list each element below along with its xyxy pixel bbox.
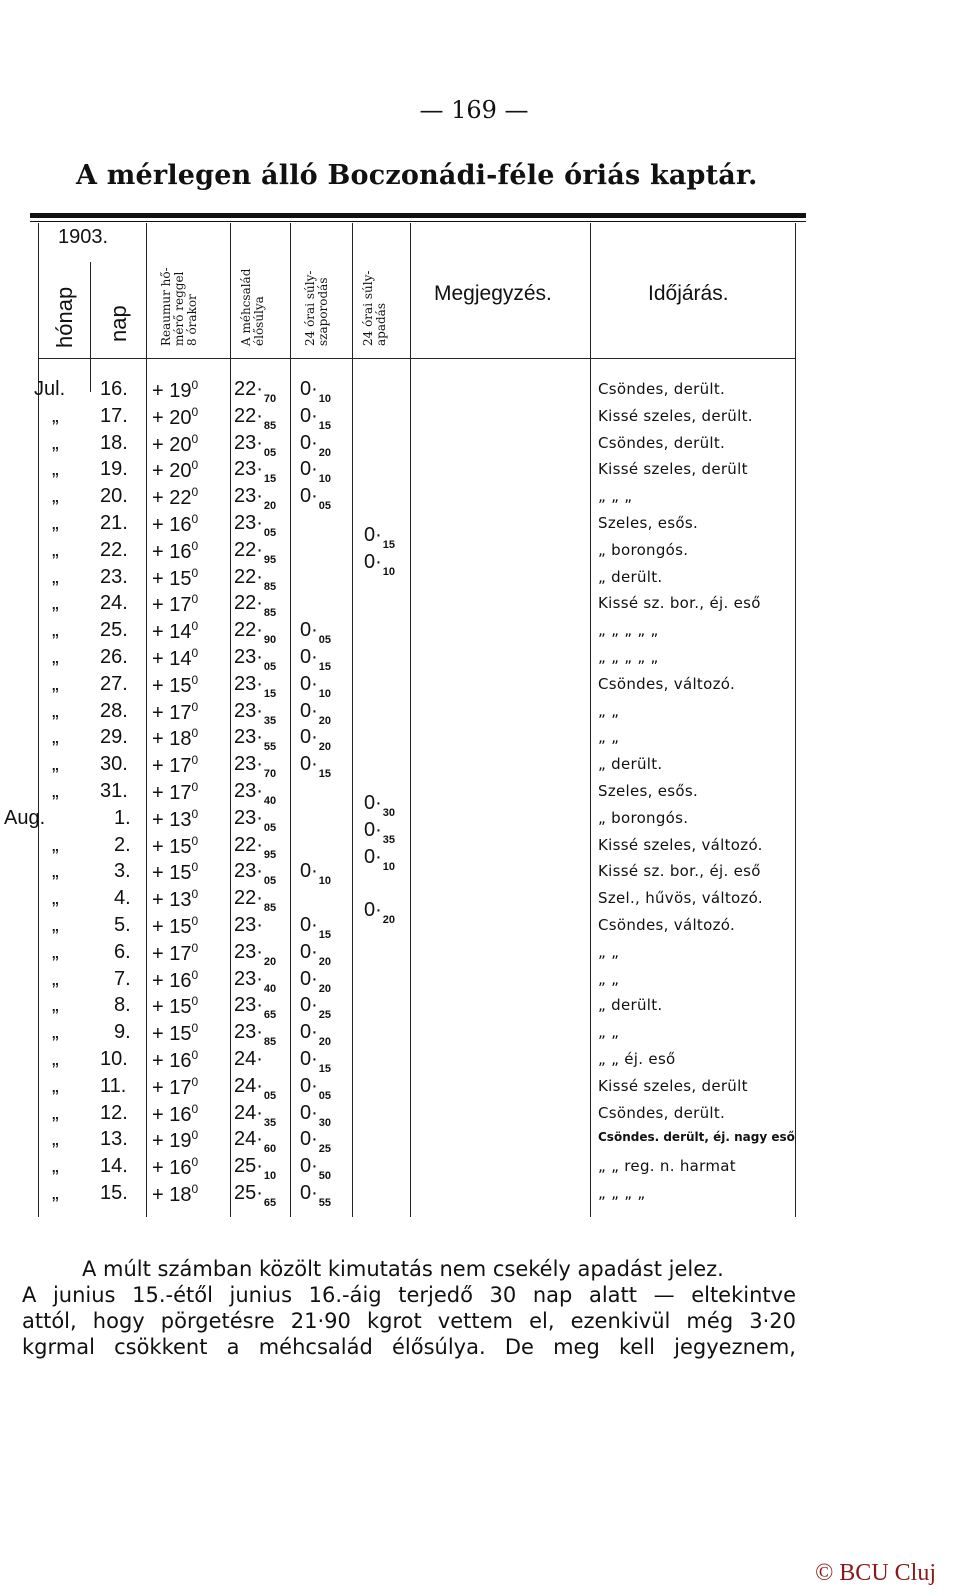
day-cell: 16. bbox=[100, 378, 128, 400]
day-cell: 31. bbox=[100, 780, 128, 802]
day-cell: 22. bbox=[100, 538, 128, 561]
temperature-cell: + $17^0$ bbox=[152, 1074, 199, 1099]
day-cell: 5. bbox=[114, 914, 131, 936]
weather-cell: „ derült. bbox=[598, 755, 663, 774]
day-cell: 12. bbox=[100, 1101, 128, 1124]
weather-cell: „ „ „ „ bbox=[598, 1184, 646, 1202]
month-cell: „ bbox=[52, 538, 59, 561]
paragraph-line: attól, hogy pörgetésre 21·90 kgrot vettem el, ezenkivül még 3·20 bbox=[22, 1309, 796, 1333]
month-cell: „ bbox=[52, 726, 59, 749]
loss-cell: $0\cdot_{10}$ bbox=[364, 550, 396, 578]
temperature-cell: + $17^0$ bbox=[152, 780, 199, 804]
weight-cell: $22\cdot_{90}$ bbox=[234, 619, 277, 647]
gain-cell: $0\cdot_{05}$ bbox=[300, 1074, 332, 1102]
gain-cell: $0\cdot_{20}$ bbox=[300, 940, 332, 968]
weather-cell: Kissé sz. bor., éj. eső bbox=[598, 862, 761, 881]
temperature-cell: + $15^0$ bbox=[152, 1021, 199, 1046]
col-line bbox=[230, 223, 231, 1217]
col-line bbox=[290, 223, 291, 1217]
temperature-cell: + $20^0$ bbox=[152, 458, 199, 483]
temperature-cell: + $16^0$ bbox=[152, 1048, 199, 1072]
temperature-cell: + $17^0$ bbox=[152, 940, 199, 965]
col-line bbox=[795, 223, 796, 1217]
weather-cell: Kissé szeles, derült bbox=[598, 460, 748, 479]
gain-cell: $0\cdot_{25}$ bbox=[300, 994, 332, 1022]
month-cell: „ bbox=[52, 404, 59, 427]
month-cell: „ bbox=[52, 887, 59, 910]
month-cell: „ bbox=[52, 565, 59, 588]
weather-cell: Szeles, esős. bbox=[598, 514, 699, 532]
day-cell: 2. bbox=[114, 833, 131, 856]
weather-cell: „ „ bbox=[598, 1023, 620, 1042]
temperature-cell: + $17^0$ bbox=[152, 699, 199, 724]
weight-cell: $24\cdot_{60}$ bbox=[234, 1128, 277, 1156]
day-cell: 9. bbox=[114, 1021, 131, 1044]
day-cell: 26. bbox=[100, 646, 128, 668]
gain-cell: $0\cdot_{15}$ bbox=[300, 1048, 332, 1075]
weight-cell: 23· bbox=[234, 914, 263, 936]
day-cell: 6. bbox=[114, 940, 131, 963]
month-cell: „ bbox=[52, 1128, 59, 1151]
paragraph-line: A múlt számban közölt kimutatás nem csekély apadást jelez. bbox=[82, 1257, 724, 1281]
temperature-cell: + $16^0$ bbox=[152, 1155, 199, 1180]
gain-cell: $0\cdot_{10}$ bbox=[300, 860, 332, 888]
gain-cell: $0\cdot_{10}$ bbox=[300, 378, 332, 405]
day-cell: 27. bbox=[100, 672, 128, 695]
temperature-cell: + $14^0$ bbox=[152, 646, 199, 670]
weight-cell: $23\cdot_{05}$ bbox=[234, 806, 277, 834]
day-cell: 29. bbox=[100, 726, 128, 749]
day-cell: 30. bbox=[100, 753, 128, 776]
col-line bbox=[146, 223, 147, 1217]
loss-cell: $0\cdot_{10}$ bbox=[364, 845, 396, 873]
month-cell: „ bbox=[52, 431, 59, 454]
weather-cell: „ „ bbox=[598, 701, 620, 720]
temperature-cell: + $16^0$ bbox=[152, 1101, 199, 1126]
weight-cell: $22\cdot_{70}$ bbox=[234, 378, 277, 405]
paragraph-line: kgrmal csökkent a méhcsalád élősúlya. De meg kell jegyeznem, bbox=[22, 1335, 796, 1359]
weight-cell: $23\cdot_{85}$ bbox=[234, 1021, 277, 1049]
weather-cell: „ „ bbox=[598, 728, 620, 747]
weight-cell: $22\cdot_{85}$ bbox=[234, 404, 277, 432]
header-temperature: Reaumur hő- mérő reggel 8 órakor bbox=[159, 267, 199, 346]
temperature-cell: + $15^0$ bbox=[152, 994, 199, 1019]
temperature-cell: + $20^0$ bbox=[152, 404, 199, 429]
paragraph-line: A junius 15.-étől junius 16.-áig terjedő 30 nap alatt — eltekintve bbox=[22, 1283, 796, 1307]
page-title: A mérlegen álló Boczonádi-féle óriás kaptár. bbox=[76, 160, 758, 191]
month-cell: „ bbox=[52, 753, 59, 776]
year-label: 1903. bbox=[58, 226, 109, 248]
weight-cell: $23\cdot_{15}$ bbox=[234, 458, 277, 486]
temperature-cell: + $22^0$ bbox=[152, 485, 199, 510]
day-cell: 3. bbox=[114, 860, 131, 883]
day-cell: 4. bbox=[114, 887, 131, 910]
month-cell: „ bbox=[52, 1155, 59, 1178]
header-notes: Megjegyzés. bbox=[434, 282, 552, 305]
month-cell: „ bbox=[52, 512, 59, 534]
weather-cell: Szel., hűvös, változó. bbox=[598, 889, 763, 908]
weather-cell: Csöndes, változó. bbox=[598, 674, 736, 693]
gain-cell: $0\cdot_{15}$ bbox=[300, 753, 332, 781]
header-gain: 24 órai súly- szaporodás bbox=[303, 270, 330, 346]
weight-cell: $23\cdot_{40}$ bbox=[234, 967, 277, 995]
day-cell: 1. bbox=[114, 806, 131, 829]
loss-cell: $0\cdot_{20}$ bbox=[364, 899, 396, 927]
gain-cell: $0\cdot_{15}$ bbox=[300, 404, 332, 432]
weather-cell: Csöndes, derült. bbox=[598, 433, 726, 452]
day-cell: 23. bbox=[100, 565, 128, 588]
month-cell: „ bbox=[52, 860, 59, 883]
col-line bbox=[352, 223, 353, 1217]
day-cell: 17. bbox=[100, 404, 128, 427]
weather-cell: „ borongós. bbox=[598, 540, 689, 559]
loss-cell: $0\cdot_{15}$ bbox=[364, 524, 396, 551]
weight-cell: $25\cdot_{65}$ bbox=[234, 1182, 277, 1209]
col-line bbox=[90, 262, 91, 392]
weather-cell: „ borongós. bbox=[598, 808, 689, 827]
gain-cell: $0\cdot_{20}$ bbox=[300, 1021, 332, 1049]
weight-cell: $24\cdot_{05}$ bbox=[234, 1074, 277, 1102]
temperature-cell: + $15^0$ bbox=[152, 914, 199, 938]
weather-cell: „ derült. bbox=[598, 567, 663, 586]
header-rule bbox=[38, 358, 795, 359]
weight-cell: $23\cdot_{05}$ bbox=[234, 860, 277, 888]
loss-cell: $0\cdot_{30}$ bbox=[364, 792, 396, 819]
temperature-cell: + $14^0$ bbox=[152, 619, 199, 644]
weather-cell: Csöndes, derült. bbox=[598, 1103, 726, 1122]
weather-cell: „ „ „ bbox=[598, 487, 633, 506]
temperature-cell: + $19^0$ bbox=[152, 1128, 199, 1153]
day-cell: 24. bbox=[100, 592, 128, 615]
weight-cell: $23\cdot_{05}$ bbox=[234, 512, 277, 539]
day-cell: 13. bbox=[100, 1128, 128, 1151]
weight-cell: $23\cdot_{15}$ bbox=[234, 672, 277, 700]
header-weather: Időjárás. bbox=[648, 282, 729, 305]
temperature-cell: + $17^0$ bbox=[152, 753, 199, 778]
weight-cell: $23\cdot_{40}$ bbox=[234, 780, 277, 807]
day-cell: 7. bbox=[114, 967, 131, 990]
month-cell: „ bbox=[52, 619, 59, 642]
gain-cell: $0\cdot_{20}$ bbox=[300, 967, 332, 995]
gain-cell: $0\cdot_{55}$ bbox=[300, 1182, 332, 1209]
header-weight: A méhcsalád élősúlya bbox=[239, 268, 266, 346]
month-cell: Aug. bbox=[4, 806, 46, 829]
month-cell: „ bbox=[52, 458, 59, 481]
temperature-cell: + $18^0$ bbox=[152, 726, 199, 751]
day-cell: 15. bbox=[100, 1182, 128, 1204]
weather-cell: Csöndes, derült. bbox=[598, 380, 726, 398]
temperature-cell: + $15^0$ bbox=[152, 860, 199, 885]
month-cell: „ bbox=[52, 780, 59, 802]
gain-cell: $0\cdot_{05}$ bbox=[300, 619, 332, 647]
temperature-cell: + $19^0$ bbox=[152, 378, 199, 402]
gain-cell: $0\cdot_{20}$ bbox=[300, 726, 332, 754]
temperature-cell: + $16^0$ bbox=[152, 538, 199, 563]
temperature-cell: + $15^0$ bbox=[152, 565, 199, 590]
gain-cell: $0\cdot_{05}$ bbox=[300, 485, 332, 513]
temperature-cell: + $16^0$ bbox=[152, 512, 199, 536]
weather-cell: „ „ éj. eső bbox=[598, 1050, 676, 1068]
gain-cell: $0\cdot_{20}$ bbox=[300, 699, 332, 727]
month-cell: Jul. bbox=[34, 378, 66, 400]
table-top-rule bbox=[30, 213, 806, 218]
day-cell: 18. bbox=[100, 431, 128, 454]
month-cell: „ bbox=[52, 672, 59, 695]
temperature-cell: + $15^0$ bbox=[152, 672, 199, 697]
weather-cell: Kissé szeles, derült bbox=[598, 1076, 748, 1095]
day-cell: 19. bbox=[100, 458, 128, 481]
weather-cell: „ „ bbox=[598, 969, 620, 988]
weight-cell: 24· bbox=[234, 1048, 263, 1070]
day-cell: 25. bbox=[100, 619, 128, 642]
weather-cell: Csöndes. derült, éj. nagy eső bbox=[598, 1130, 795, 1145]
month-cell: „ bbox=[52, 592, 59, 615]
temperature-cell: + $16^0$ bbox=[152, 967, 199, 992]
weight-cell: $22\cdot_{95}$ bbox=[234, 538, 277, 566]
gain-cell: $0\cdot_{30}$ bbox=[300, 1101, 332, 1129]
temperature-cell: + $20^0$ bbox=[152, 431, 199, 456]
weight-cell: $22\cdot_{85}$ bbox=[234, 565, 277, 593]
col-line bbox=[38, 223, 39, 1217]
temperature-cell: + $18^0$ bbox=[152, 1182, 199, 1206]
day-cell: 20. bbox=[100, 485, 128, 508]
copyright-watermark: © BCU Cluj bbox=[815, 1560, 936, 1586]
month-cell: „ bbox=[52, 1048, 59, 1070]
weight-cell: $22\cdot_{95}$ bbox=[234, 833, 277, 861]
gain-cell: $0\cdot_{25}$ bbox=[300, 1128, 332, 1156]
day-cell: 10. bbox=[100, 1048, 128, 1070]
col-line bbox=[410, 223, 411, 1217]
month-cell: „ bbox=[52, 1074, 59, 1097]
weight-cell: $23\cdot_{70}$ bbox=[234, 753, 277, 781]
weight-cell: $23\cdot_{35}$ bbox=[234, 699, 277, 727]
weather-cell: „ „ reg. n. harmat bbox=[598, 1157, 736, 1176]
gain-cell: $0\cdot_{10}$ bbox=[300, 458, 332, 486]
month-cell: „ bbox=[52, 699, 59, 722]
temperature-cell: + $15^0$ bbox=[152, 833, 199, 858]
weight-cell: $24\cdot_{35}$ bbox=[234, 1101, 277, 1129]
day-cell: 8. bbox=[114, 994, 131, 1017]
month-cell: „ bbox=[52, 1021, 59, 1044]
month-cell: „ bbox=[52, 914, 59, 936]
weather-cell: Csöndes, változó. bbox=[598, 916, 736, 934]
weight-cell: $23\cdot_{65}$ bbox=[234, 994, 277, 1022]
table-top-rule-thin bbox=[30, 221, 806, 222]
gain-cell: $0\cdot_{50}$ bbox=[300, 1155, 332, 1183]
gain-cell: $0\cdot_{15}$ bbox=[300, 646, 332, 673]
weight-cell: $23\cdot_{55}$ bbox=[234, 726, 277, 754]
weather-cell: Kissé sz. bor., éj. eső bbox=[598, 594, 761, 613]
month-cell: „ bbox=[52, 1101, 59, 1124]
month-cell: „ bbox=[52, 485, 59, 508]
month-cell: „ bbox=[52, 940, 59, 963]
weather-cell: „ derült. bbox=[598, 996, 663, 1015]
month-cell: „ bbox=[52, 1182, 59, 1204]
month-cell: „ bbox=[52, 833, 59, 856]
temperature-cell: + $13^0$ bbox=[152, 806, 199, 831]
temperature-cell: + $13^0$ bbox=[152, 887, 199, 912]
month-cell: „ bbox=[52, 646, 59, 668]
weight-cell: $23\cdot_{05}$ bbox=[234, 431, 277, 459]
month-cell: „ bbox=[52, 967, 59, 990]
weight-cell: $23\cdot_{20}$ bbox=[234, 485, 277, 513]
header-day: nap bbox=[106, 305, 131, 342]
gain-cell: $0\cdot_{15}$ bbox=[300, 914, 332, 941]
temperature-cell: + $17^0$ bbox=[152, 592, 199, 617]
day-cell: 11. bbox=[100, 1074, 127, 1097]
weight-cell: $25\cdot_{10}$ bbox=[234, 1155, 277, 1183]
weather-cell: Kissé szeles, derült. bbox=[598, 406, 753, 425]
weather-cell: Szeles, esős. bbox=[598, 782, 699, 800]
gain-cell: $0\cdot_{10}$ bbox=[300, 672, 332, 700]
day-cell: 28. bbox=[100, 699, 128, 722]
weight-cell: $23\cdot_{05}$ bbox=[234, 646, 277, 673]
weight-cell: $23\cdot_{20}$ bbox=[234, 940, 277, 968]
col-line bbox=[590, 223, 591, 1217]
header-month: hónap bbox=[52, 286, 77, 348]
month-cell: „ bbox=[52, 994, 59, 1017]
weather-cell: „ „ „ „ „ bbox=[598, 621, 659, 640]
gain-cell: $0\cdot_{20}$ bbox=[300, 431, 332, 459]
day-cell: 21. bbox=[100, 512, 128, 534]
weight-cell: $22\cdot_{85}$ bbox=[234, 592, 277, 620]
weather-cell: Kissé szeles, változó. bbox=[598, 835, 763, 854]
page-number: — 169 — bbox=[419, 96, 529, 124]
header-loss: 24 órai súly- apadás bbox=[361, 270, 388, 346]
weight-cell: $22\cdot_{85}$ bbox=[234, 887, 277, 915]
weather-cell: „ „ bbox=[598, 942, 620, 961]
weather-cell: „ „ „ „ „ bbox=[598, 648, 659, 666]
body-paragraph bbox=[22, 1256, 796, 1360]
loss-cell: $0\cdot_{35}$ bbox=[364, 818, 396, 846]
day-cell: 14. bbox=[100, 1155, 128, 1178]
